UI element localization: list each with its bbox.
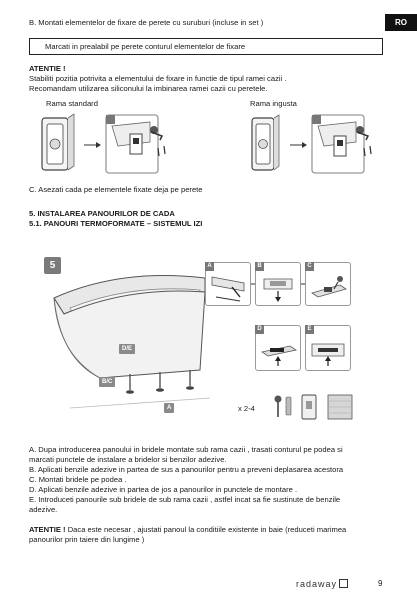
language-tab: RO [385, 14, 417, 31]
instruction-line: D. Aplicati benzile adezive in partea de jos a panourilor in punctele de montare . [29, 485, 298, 494]
label-standard-frame: Rama standard [46, 99, 98, 108]
standard-frame-illustration [38, 112, 188, 180]
panel-arrows [250, 282, 360, 342]
brand-square-icon [339, 579, 348, 588]
callout-de: D/E [119, 344, 135, 354]
label-narrow-frame: Rama ingusta [250, 99, 297, 108]
section-b-text: B. Montati elementelor de fixare de perete cu suruburi (incluse in set ) [29, 18, 264, 27]
attention-line-1: Stabiliti pozitia potrivita a elementului de fixare in functie de tipul ramei cazii . [29, 74, 287, 83]
panel-c-letter: C [305, 262, 314, 271]
panel-a-drawing [210, 273, 248, 303]
narrow-frame-illustration [246, 112, 396, 180]
quantity-label: x 2-4 [238, 404, 255, 413]
instruction-line: marcati punctele de instalare a bridelor si benzilor adezive. [29, 455, 227, 464]
section-5-title: 5. INSTALAREA PANOURILOR DE CADA [29, 209, 175, 218]
instruction-line: E. Introduceti panourile sub bridele de sub rama cazii , astfel incat sa fie sustinute de benzile [29, 495, 341, 504]
instruction-line: B. Aplicati benzile adezive in partea de sus a panourilor pentru a preveni deplasarea acestora [29, 465, 344, 474]
attention-title: ATENTIE ! [29, 64, 66, 73]
section-5-1-title: 5.1. PANOURI TERMOFORMATE – SISTEMUL IZI [29, 219, 203, 228]
callout-a: A [164, 403, 174, 413]
attention-2-line-2: panourilor prin taiere din lungime ) [29, 535, 145, 544]
attention-2-title: ATENTIE ! [29, 525, 66, 534]
brand-name: radaway [296, 579, 338, 589]
instruction-line: C. Montati bridele pe podea . [29, 475, 127, 484]
step-number-badge: 5 [44, 257, 61, 274]
notice-box-text: Marcati in prealabil pe perete conturul elementelor de fixare [45, 42, 246, 51]
attention-2-line-1 [29, 525, 346, 535]
brand-logo [296, 579, 348, 589]
fittings-parts-drawing [272, 393, 362, 425]
panel-e-letter: E [305, 325, 314, 334]
section-c-text: C. Asezati cada pe elementele fixate deja pe perete [29, 185, 203, 194]
bathtub-panel-illustration [40, 258, 215, 423]
attention-2-text: Daca este necesar , ajustati panoul la conditiile existente in baie (reduceti marimea [67, 525, 347, 534]
attention-line-2: Recomandam utilizarea siliconului la imbinarea ramei cazii cu peretele. [29, 84, 268, 93]
page-number: 9 [378, 579, 383, 588]
panel-a-letter: A [205, 262, 214, 271]
instruction-line: A. Dupa introducerea panoului in bridele montate sub rama cazii , trasati conturul pe podea si [29, 445, 343, 454]
detail-panel-a [205, 262, 251, 306]
instruction-line: adezive. [29, 505, 58, 514]
callout-bc: B/C [99, 377, 115, 387]
panel-d-letter: D [255, 325, 264, 334]
panel-b-letter: B [255, 262, 264, 271]
notice-box [29, 38, 383, 55]
